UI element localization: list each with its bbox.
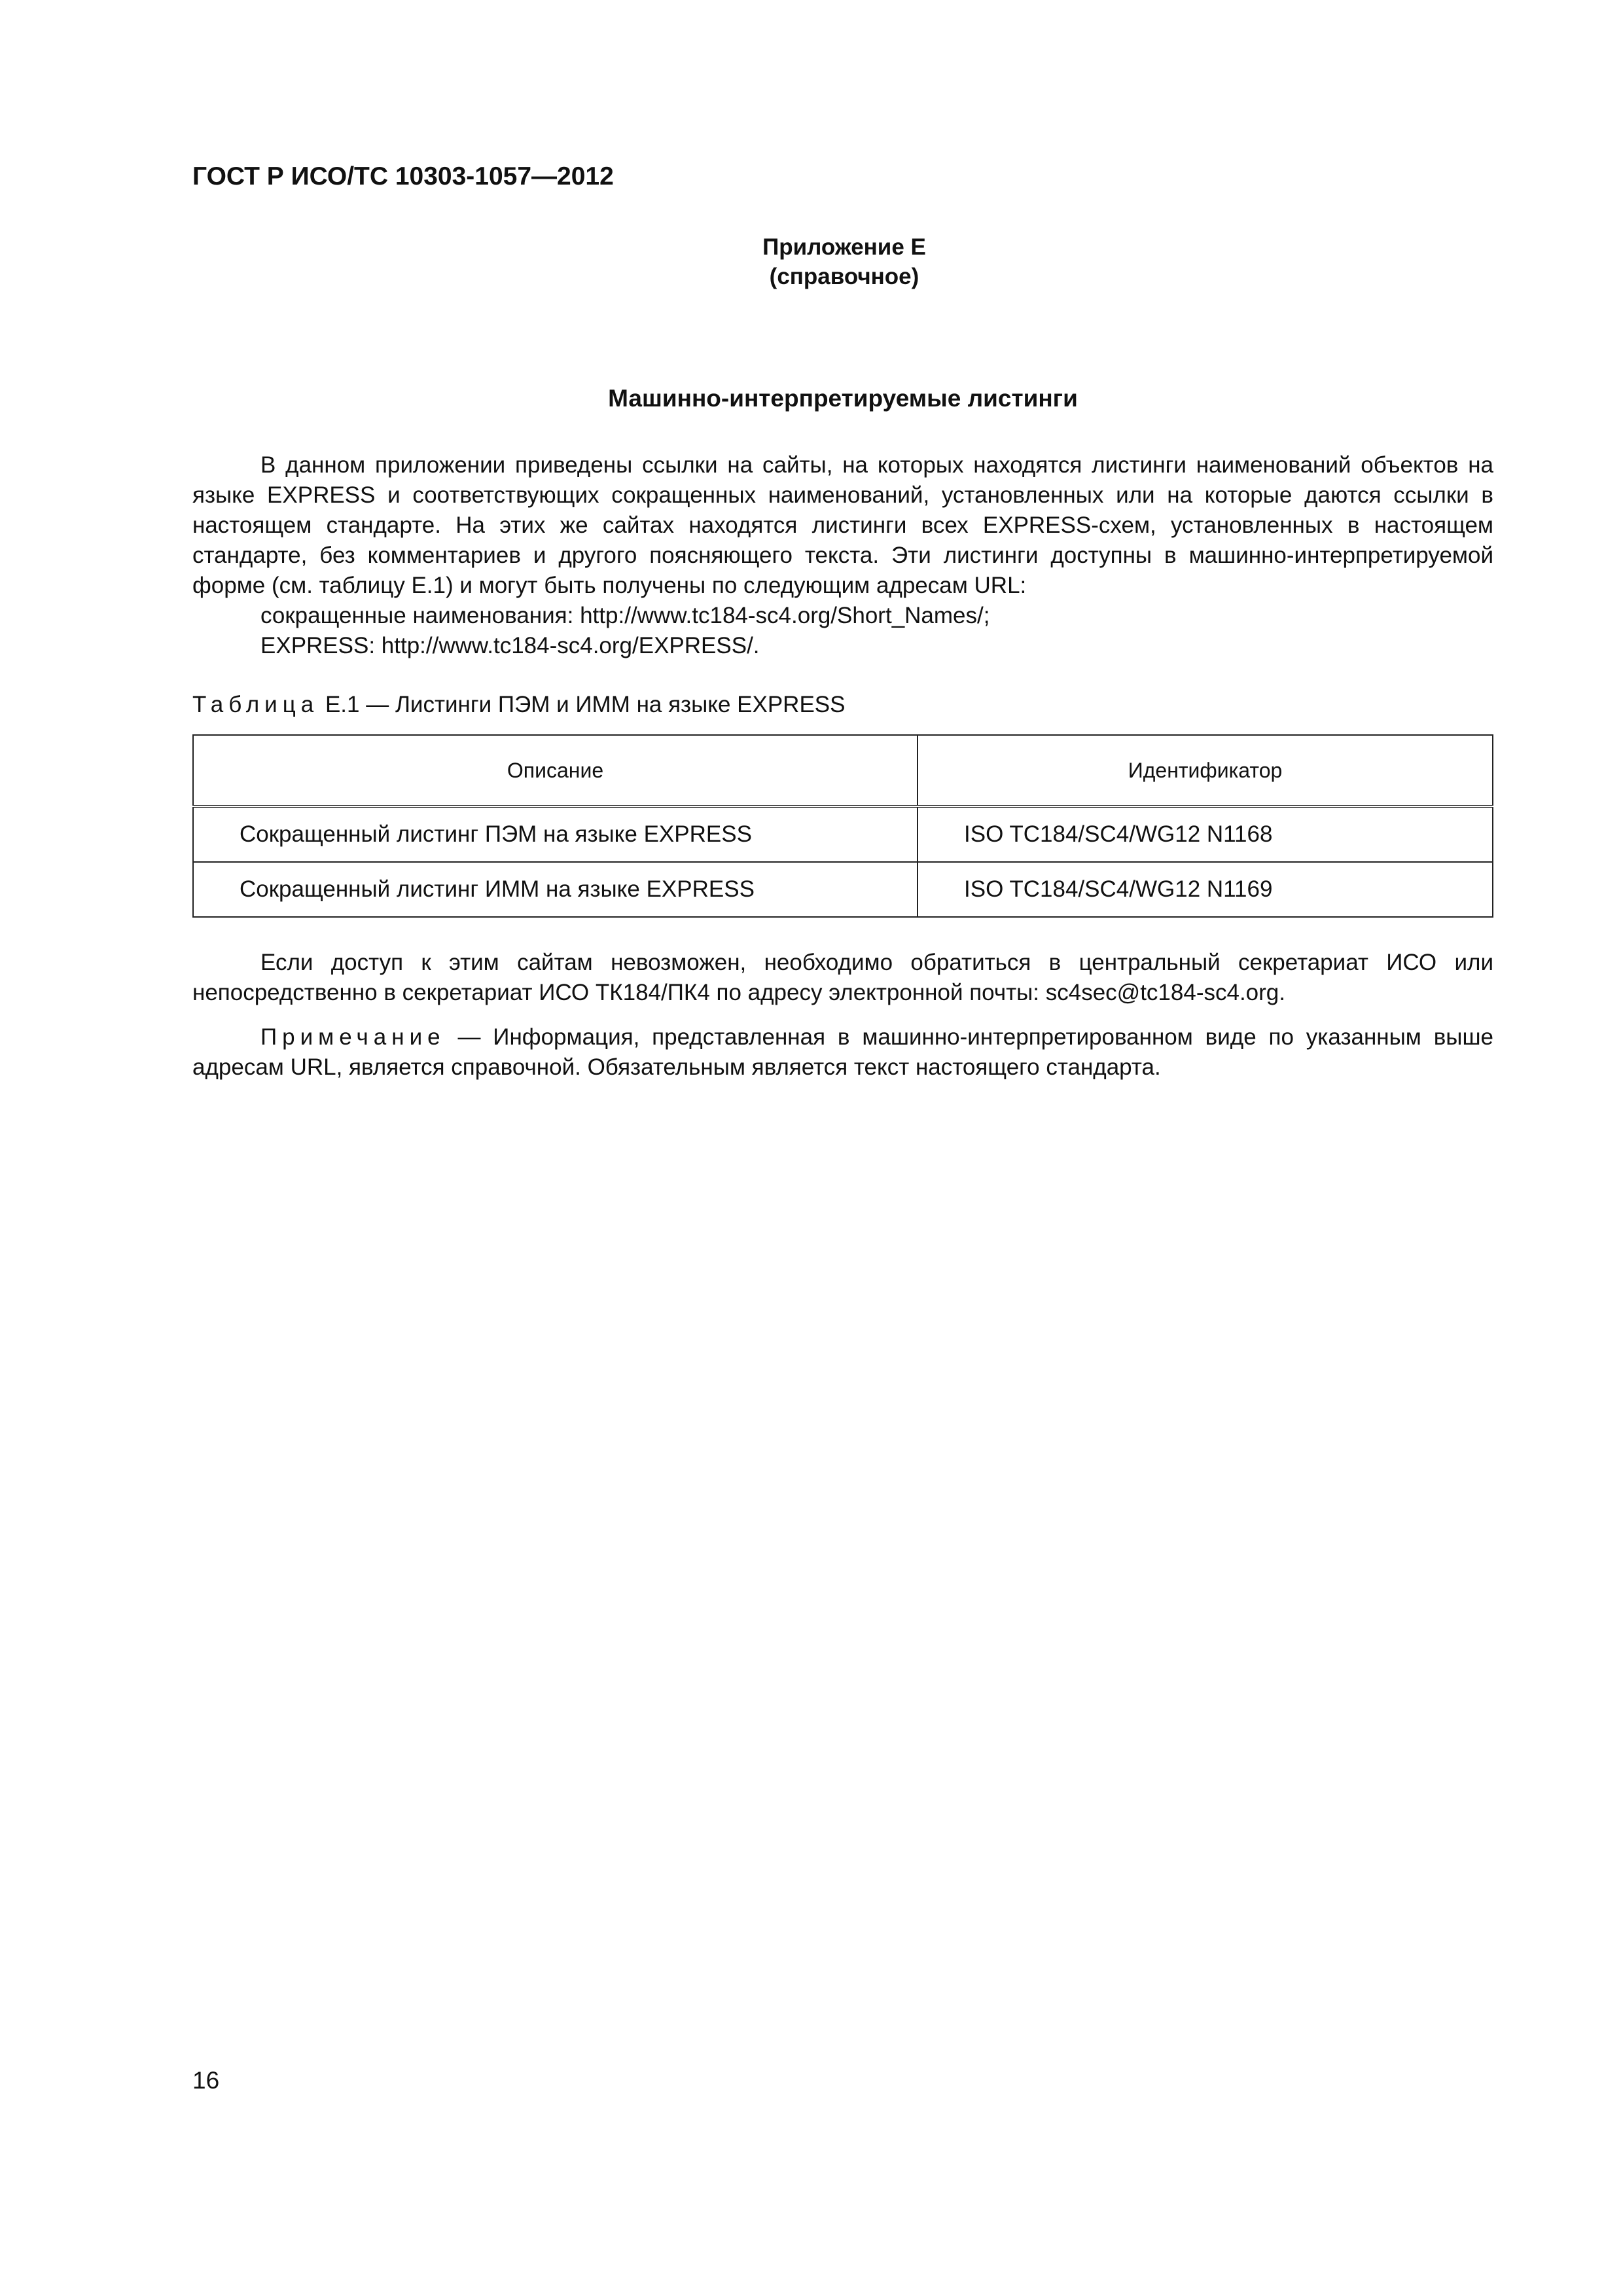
table-caption — [192, 692, 845, 718]
header-description: Описание — [193, 735, 918, 806]
url-express: EXPRESS: http://www.tc184-sc4.org/EXPRESS/. — [260, 633, 760, 658]
intro-block — [192, 450, 1493, 661]
appendix-type: (справочное) — [769, 264, 919, 289]
page-number: 16 — [192, 2067, 220, 2094]
row-identifier: ISO TC184/SC4/WG12 N1169 — [918, 862, 1493, 917]
row-description: Сокращенный листинг ИММ на языке EXPRESS — [193, 862, 918, 917]
table-caption-text: Е.1 — Листинги ПЭМ и ИММ на языке EXPRESS — [319, 692, 846, 717]
listings-table — [192, 734, 1493, 918]
note-text: — Информация, представленная в машинно-интерпретированном виде по указанным выше адресам URL, является справочной. Обязательным является текст настоящего стандарта. — [192, 1024, 1493, 1080]
appendix-label: Приложение Е — [762, 234, 926, 260]
url-short-names: сокращенные наименования: http://www.tc184-sc4.org/Short_Names/; — [260, 603, 990, 628]
intro-paragraph: В данном приложении приведены ссылки на сайты, на которых находятся листинги наименований объектов на языке EXPRESS и соответствующих сокращенных наименований, установленных или на которые даются ссылки в настоящем стандарте. На этих же сайтах находятся листинги всех EXPRESS-схем, установленных в настоящем стандарте, без комментариев и другого поясняющего текста. Эти листинги доступны в машинно-интерпретируемой форме (см. таблицу Е.1) и могут быть получены по следующим адресам URL: — [192, 452, 1493, 598]
table-header-row — [193, 735, 1493, 806]
table-row — [193, 806, 1493, 862]
document-id: ГОСТ Р ИСО/ТС 10303-1057—2012 — [192, 162, 614, 190]
note-paragraph — [192, 1022, 1493, 1083]
contact-paragraph: Если доступ к этим сайтам невозможен, необходимо обратиться в центральный секретариат ИСО или непосредственно в секретариат ИСО ТК184/ПК4 по адресу электронной почты: sc4sec@tc184-sc4.org. — [192, 950, 1493, 1005]
contact-block — [192, 948, 1493, 1008]
header-identifier: Идентификатор — [918, 735, 1493, 806]
table-caption-prefix: Таблица — [192, 692, 319, 717]
note-label: Примечание — [260, 1024, 446, 1050]
note-block — [192, 1022, 1493, 1083]
table-row — [193, 862, 1493, 917]
section-title: Машинно-интерпретируемые листинги — [608, 385, 1078, 412]
row-description: Сокращенный листинг ПЭМ на языке EXPRESS — [193, 806, 918, 862]
row-identifier: ISO TC184/SC4/WG12 N1168 — [918, 806, 1493, 862]
